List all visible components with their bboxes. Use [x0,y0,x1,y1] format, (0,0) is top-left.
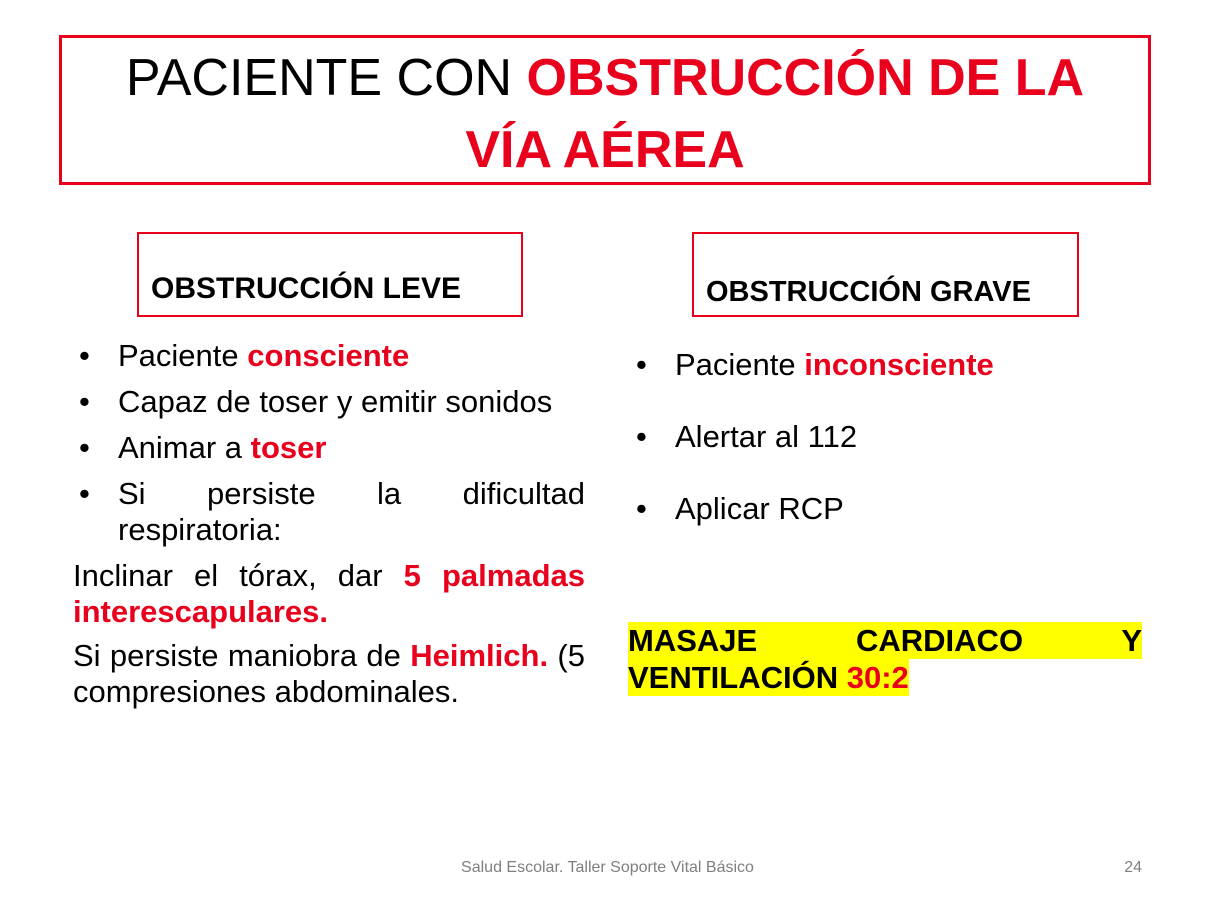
list-item: • Alertar al 112 [630,417,1145,457]
cpr-highlight-line-2: VENTILACIÓN 30:2 [628,660,909,695]
slide-footer: Salud Escolar. Taller Soporte Vital Básico [461,859,754,876]
list-item: • Animar a toser [79,430,327,465]
severe-obstruction-header [692,232,1079,317]
list-item: • Si persiste la dificultad respiratoria: [79,476,585,547]
cpr-ratio-highlight [628,622,1142,696]
mild-bullet-list [73,338,585,548]
bullet-dot-icon: • [79,384,90,419]
bullet-dot-icon: • [79,430,90,465]
severe-obstruction-header-label: OBSTRUCCIÓN GRAVE [706,276,1031,308]
list-item: • Paciente consciente [79,338,410,373]
title-part-3: VÍA AÉREA [465,121,745,179]
title-part-2: OBSTRUCCIÓN DE LA [526,49,1085,107]
cpr-ratio-value: 30:2 [846,660,909,695]
title-part-1: PACIENTE CON [125,49,527,107]
mild-obstruction-header [137,232,523,317]
heimlich-instruction: Si persiste maniobra de Heimlich. (5 compresiones abdominales. [73,638,585,709]
slide-title [59,35,1151,185]
list-item: • Aplicar RCP [630,489,1145,529]
bullet-dot-icon: • [79,476,90,511]
list-item: • Paciente inconsciente [630,345,1145,385]
bullet-dot-icon: • [636,419,647,454]
severe-obstruction-content [630,345,1145,561]
mild-obstruction-content [73,338,585,718]
list-item: • Capaz de toser y emitir sonidos [79,384,553,419]
page-number: 24 [1124,859,1142,876]
back-blows-instruction: Inclinar el tórax, dar 5 palmadas interescapulares. [73,558,585,629]
severe-bullet-list [630,345,1145,529]
bullet-dot-icon: • [636,491,647,526]
bullet-dot-icon: • [636,347,647,382]
cpr-highlight-line-1: MASAJE CARDIACO Y [628,623,1142,658]
bullet-dot-icon: • [79,338,90,373]
mild-obstruction-header-label: OBSTRUCCIÓN LEVE [151,272,462,305]
